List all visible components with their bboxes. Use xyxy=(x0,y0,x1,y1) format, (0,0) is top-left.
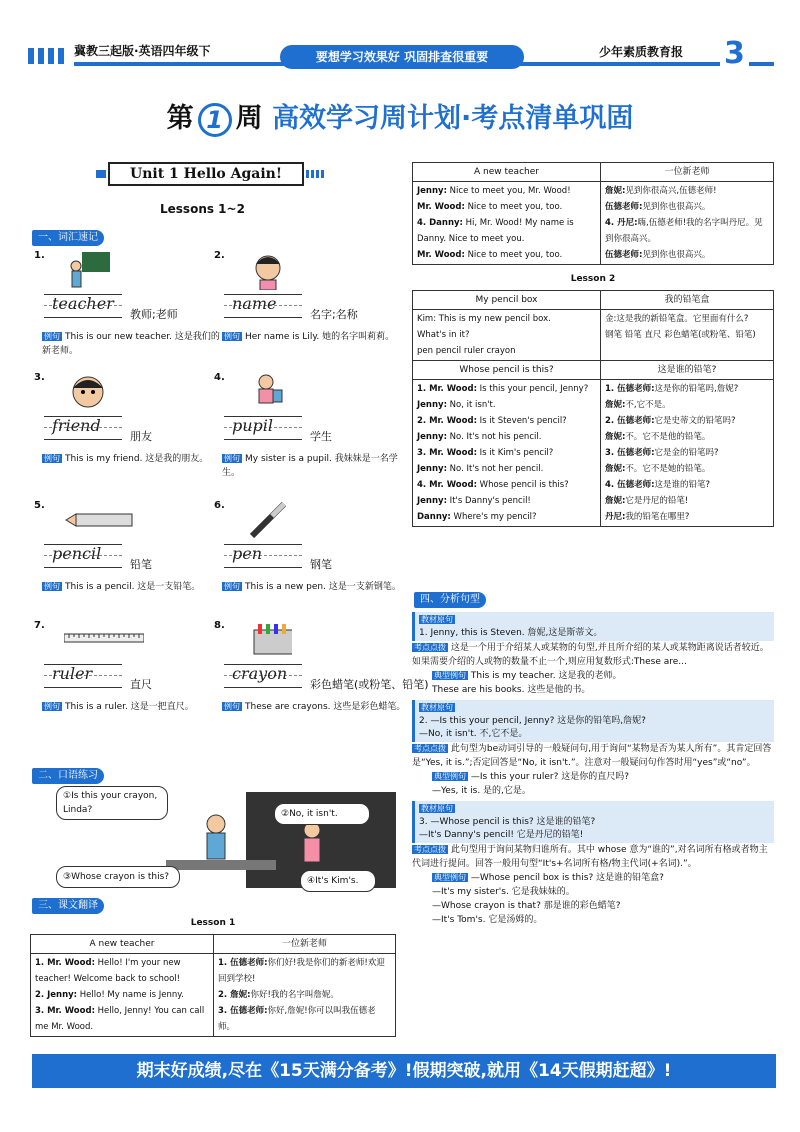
vocab-example xyxy=(222,700,406,714)
lesson2-head-cn: 我的铅笔盒 xyxy=(601,291,774,310)
lesson1-head-cn: 一位新老师 xyxy=(214,935,396,954)
utterance: 我的铅笔在哪里? xyxy=(625,512,690,522)
utterance: 不。它不是他的铅笔。 xyxy=(625,432,711,442)
analysis-3-e3: —Whose crayon is that? 那是谁的彩色蜡笔? xyxy=(432,901,621,911)
pupil-icon xyxy=(244,372,292,412)
lesson1b-en-cell xyxy=(413,182,601,265)
utterance: 你好,詹妮!你可以叫我伍德老师。 xyxy=(218,1006,376,1032)
vocab-word: pencil xyxy=(52,544,102,563)
source-label: 教材原句 xyxy=(421,703,453,712)
example-text: These are crayons. 这些是彩色蜡笔。 xyxy=(245,702,406,712)
speaker: Jenny: xyxy=(417,186,447,196)
lesson2b-head-en: Whose pencil is this? xyxy=(413,361,601,380)
dialogue-line xyxy=(417,461,596,477)
utterance: 它是史蒂文的铅笔吗? xyxy=(654,416,736,426)
lesson2b-en-cell xyxy=(413,380,601,527)
speaker: 丹尼: xyxy=(605,512,626,522)
example-tag: 例句 xyxy=(44,332,60,341)
speaker: 伍德老师: xyxy=(605,202,643,212)
utterance: Hi, Mr. Wood! My name is Danny. Nice to meet you. xyxy=(417,218,574,244)
vocab-meaning: 钢笔 xyxy=(310,558,332,571)
vocab-word: crayon xyxy=(232,664,288,683)
analysis-2-e1: —Is this your ruler? 这是你的直尺吗? xyxy=(470,772,630,782)
vocab-meaning: 铅笔 xyxy=(130,558,152,571)
lesson1-cn-cell xyxy=(214,954,396,1037)
section-vocab: 一、词汇速记 xyxy=(32,230,104,246)
speaker: 2. 伍德老师: xyxy=(605,416,655,426)
analysis-3-src1: 3. —Whose pencil is this? 这是谁的铅笔? xyxy=(419,817,596,827)
lesson1-cont-table xyxy=(412,162,774,265)
utterance: No. It's not her pencil. xyxy=(446,464,544,474)
analysis-3-e1: —Whose pencil box is this? 这是谁的铅笔盒? xyxy=(470,873,664,883)
lesson2b-head-cn: 这是谁的铅笔? xyxy=(601,361,774,380)
dialogue-line xyxy=(218,987,391,1003)
dialogue-line xyxy=(605,397,769,413)
example-text: This is a ruler. 这是一把直尺。 xyxy=(65,702,194,712)
analysis-3-src2: —It's Danny's pencil! 它是丹尼的铅笔! xyxy=(419,830,584,840)
header-slogan: 要想学习效果好 巩固排查很重要 xyxy=(280,45,524,69)
dialogue-line xyxy=(417,381,596,397)
dialogue-line xyxy=(417,509,596,525)
vocab-meaning: 朋友 xyxy=(130,430,152,443)
example-label: 典型例句 xyxy=(434,873,466,882)
analysis-1-src-text: 1. Jenny, this is Steven. 詹妮,这是斯蒂文。 xyxy=(419,628,603,638)
lesson2b-cn-cell xyxy=(601,380,774,527)
dialogue-line xyxy=(417,429,596,445)
dialogue-line xyxy=(605,445,769,461)
speaker: Mr. Wood: xyxy=(417,250,465,260)
vocab-number: 8. xyxy=(214,620,225,631)
dialogue-line xyxy=(605,509,769,525)
dialogue-line xyxy=(605,477,769,493)
speaker: Jenny: xyxy=(417,432,447,442)
speaker: 4. 伍德老师: xyxy=(605,480,655,490)
vocab-card xyxy=(34,372,194,444)
lesson2-cn-line1: 金:这是我的新铅笔盒。它里面有什么? xyxy=(605,314,749,324)
utterance: Nice to meet you, too. xyxy=(464,250,563,260)
example-label: 典型例句 xyxy=(434,671,466,680)
speaker: 詹妮: xyxy=(605,400,626,410)
analysis-2-source xyxy=(412,700,774,742)
header-stripes xyxy=(28,48,68,64)
speaker: 詹妮: xyxy=(605,432,626,442)
lesson2-title: Lesson 2 xyxy=(570,274,616,284)
vocab-meaning: 学生 xyxy=(310,430,332,443)
analysis-2-src2: —No, it isn't. 不,它不是。 xyxy=(419,729,528,739)
analysis-3-examples xyxy=(412,871,774,927)
vocab-example xyxy=(42,580,226,594)
footer-banner: 期末好成绩,尽在《15天满分备考》!假期突破,就用《14天假期赶超》! xyxy=(32,1054,776,1088)
vocab-meaning: 彩色蜡笔(或粉笔、铅笔) xyxy=(310,678,429,691)
dialogue-line xyxy=(605,381,769,397)
utterance: 不。它不是她的铅笔。 xyxy=(625,464,711,474)
section-translation: 三、课文翻译 xyxy=(32,898,104,914)
lesson1-en-cell xyxy=(31,954,214,1037)
speaker: 3. 伍德老师: xyxy=(605,448,655,458)
speaker: 1. Mr. Wood: xyxy=(35,958,95,968)
dialogue-line xyxy=(417,397,596,413)
speaker: 詹妮: xyxy=(605,464,626,474)
pen-icon xyxy=(244,500,292,540)
dialogue-line xyxy=(605,429,769,445)
speaker: 伍德老师: xyxy=(605,250,643,260)
utterance: Is it Steven's pencil? xyxy=(476,416,567,426)
example-text: My sister is a pupil. 我妹妹是一名学生。 xyxy=(222,454,398,478)
speaker: 2. Jenny: xyxy=(35,990,78,1000)
vocab-number: 3. xyxy=(34,372,45,383)
dialogue-line xyxy=(35,955,209,987)
dialogue-line xyxy=(417,215,596,247)
vocab-example xyxy=(222,330,406,344)
dialogue-line xyxy=(605,215,769,247)
example-text: Her name is Lily. 她的名字叫莉莉。 xyxy=(245,332,395,342)
dialogue-line xyxy=(218,1003,391,1035)
example-text: This is my friend. 这是我的朋友。 xyxy=(65,454,209,464)
example-tag: 例句 xyxy=(224,582,240,591)
speech-bubble-1: ①Is this your crayon, Linda? xyxy=(56,786,168,820)
speaker: 4. Mr. Wood: xyxy=(417,480,477,490)
lesson2-cn-line2: 钢笔 铅笔 直尺 彩色蜡笔(或粉笔、铅笔) xyxy=(605,330,756,340)
analysis-2-e2: —Yes, it is. 是的,它是。 xyxy=(432,786,531,796)
dialogue-line xyxy=(417,199,596,215)
analysis-1-kd: 这是一个用于介绍某人或某物的句型,并且所介绍的某人或某物距离说话者较近。如果需要介绍的人或物的数量不止一个,则应用复数形式:These are... xyxy=(412,643,769,667)
lesson2-en-line2: What's in it? xyxy=(417,330,470,340)
speaker: 4. 丹尼: xyxy=(605,218,638,228)
lesson2-head-en: My pencil box xyxy=(413,291,601,310)
example-tag: 例句 xyxy=(224,454,240,463)
speaker: 2. Mr. Wood: xyxy=(417,416,477,426)
lesson1b-head-cn: 一位新老师 xyxy=(601,163,774,182)
dialogue-line xyxy=(218,955,391,987)
vocab-word: teacher xyxy=(52,294,114,313)
dialogue-line xyxy=(605,199,769,215)
vocab-card xyxy=(214,250,374,322)
example-tag: 例句 xyxy=(44,454,60,463)
utterance: Hello! My name is Jenny. xyxy=(77,990,184,1000)
source-label: 教材原句 xyxy=(421,804,453,813)
vocab-example xyxy=(42,330,226,358)
utterance: 你好!我的名字叫詹妮。 xyxy=(250,990,339,1000)
speaker: 1. 伍德老师: xyxy=(218,958,268,968)
example-tag: 例句 xyxy=(44,582,60,591)
dialogue-line xyxy=(605,413,769,429)
speaker: 詹妮: xyxy=(605,186,626,196)
dialogue-line xyxy=(35,987,209,1003)
speaker: 1. Mr. Wood: xyxy=(417,384,477,394)
analysis-3-point xyxy=(412,843,774,871)
section-oral: 二、口语练习 xyxy=(32,768,104,784)
page-number: 3 xyxy=(720,36,749,71)
speaker: 2. 詹妮: xyxy=(218,990,251,1000)
unit-title: Unit 1 Hello Again! xyxy=(108,162,304,186)
utterance: It's Danny's pencil! xyxy=(446,496,531,506)
example-label: 典型例句 xyxy=(434,772,466,781)
dialogue-line xyxy=(417,445,596,461)
dialogue-line xyxy=(605,493,769,509)
lesson2-en-cell xyxy=(413,310,601,361)
vocab-card xyxy=(214,372,374,444)
analysis-3-source xyxy=(412,801,774,843)
utterance: Whose pencil is this? xyxy=(476,480,569,490)
dialogue-line xyxy=(605,461,769,477)
dialogue-line xyxy=(417,183,596,199)
speaker: 4. Danny: xyxy=(417,218,463,228)
vocab-meaning: 名字;名称 xyxy=(310,308,358,321)
dialogue-line xyxy=(35,1003,209,1035)
utterance: Where's my pencil? xyxy=(450,512,537,522)
utterance: 它是丹尼的铅笔! xyxy=(625,496,689,506)
vocab-number: 2. xyxy=(214,250,225,261)
speaker: Jenny: xyxy=(417,400,447,410)
speaker: 3. Mr. Wood: xyxy=(35,1006,95,1016)
vocab-word: pen xyxy=(232,544,263,563)
analysis-2-kd: 此句型为be动词引导的一般疑问句,用于询问“某物是否为某人所有”。其肯定回答是“Yes, it is.”;否定回答是“No, it isn't.”。注意对一般疑问句作答时用“yes”或“no”。 xyxy=(412,744,772,768)
lesson1b-cn-cell xyxy=(601,182,774,265)
utterance: 它是金的铅笔吗? xyxy=(654,448,719,458)
analysis-2-examples xyxy=(412,770,774,798)
vocab-number: 7. xyxy=(34,620,45,631)
point-label: 考点点拨 xyxy=(414,845,446,854)
source-label: 教材原句 xyxy=(421,615,453,624)
utterance: No. It's not his pencil. xyxy=(446,432,542,442)
unit-deco-left xyxy=(96,170,106,178)
lessons-label: Lessons 1~2 xyxy=(160,202,245,216)
boy-icon xyxy=(64,372,112,412)
speech-bubble-4: ④It's Kim's. xyxy=(300,870,376,892)
analysis-1-e1: This is my teacher. 这是我的老师。 xyxy=(470,671,622,681)
lesson2-cn-cell xyxy=(601,310,774,361)
utterance: 这是谁的铅笔? xyxy=(654,480,711,490)
utterance: 见到你也很高兴。 xyxy=(642,202,711,212)
speaker: 詹妮: xyxy=(605,496,626,506)
vocab-number: 4. xyxy=(214,372,225,383)
example-text: This is our new teacher. 这是我们的新老师。 xyxy=(42,332,220,356)
utterance: 见到你也很高兴。 xyxy=(642,250,711,260)
analysis-block xyxy=(412,612,774,927)
vocab-example xyxy=(42,700,226,714)
vocab-card xyxy=(34,500,194,572)
week-number: 1 xyxy=(198,103,232,137)
lesson1b-head-en: A new teacher xyxy=(413,163,601,182)
vocab-word: friend xyxy=(52,416,101,435)
lesson2-table xyxy=(412,290,774,527)
speech-bubble-3: ③Whose crayon is this? xyxy=(56,866,180,888)
title-post: 周 xyxy=(235,103,263,134)
utterance: Nice to meet you, Mr. Wood! xyxy=(446,186,571,196)
vocab-word: ruler xyxy=(52,664,93,683)
dialogue-line xyxy=(417,413,596,429)
lesson2-en-line3: pen pencil ruler crayon xyxy=(417,346,516,356)
vocab-number: 6. xyxy=(214,500,225,511)
example-text: This is a pencil. 这是一支铅笔。 xyxy=(65,582,201,592)
vocab-meaning: 教师;老师 xyxy=(130,308,178,321)
title-main: 高效学习周计划·考点清单巩固 xyxy=(272,103,634,134)
speaker: 3. 伍德老师: xyxy=(218,1006,268,1016)
dialogue-line xyxy=(605,183,769,199)
lesson1-table xyxy=(30,934,396,1037)
pencil-icon xyxy=(64,500,144,540)
analysis-2-point xyxy=(412,742,774,770)
vocab-card xyxy=(34,620,194,692)
vocab-card xyxy=(214,500,374,572)
analysis-1-source xyxy=(412,612,774,641)
vocab-example xyxy=(222,580,406,594)
analysis-3-e2: —It's my sister's. 它是我妹妹的。 xyxy=(432,887,575,897)
dialogue-line xyxy=(417,247,596,263)
analysis-1-e2: These are his books. 这些是他的书。 xyxy=(432,685,591,695)
utterance: 见到你很高兴,伍德老师! xyxy=(625,186,717,196)
point-label: 考点点拨 xyxy=(414,744,446,753)
vocab-card xyxy=(34,250,194,322)
lesson2-en-line1: Kim: This is my new pencil box. xyxy=(417,314,551,324)
ruler-icon xyxy=(64,620,144,660)
utterance: 嗨,伍德老师!我的名字叫丹尼。见到你很高兴。 xyxy=(605,218,763,244)
utterance: 不,它不是。 xyxy=(625,400,671,410)
utterance: Hello! I'm your new teacher! Welcome back to school! xyxy=(35,958,181,984)
vocab-word: name xyxy=(232,294,277,313)
unit-deco-right xyxy=(306,170,326,178)
analysis-1-point xyxy=(412,641,774,669)
girl-icon xyxy=(244,250,292,290)
section-analysis: 四、分析句型 xyxy=(414,592,486,608)
speaker: Mr. Wood: xyxy=(417,202,465,212)
dialogue-line xyxy=(417,477,596,493)
analysis-2-src1: 2. —Is this your pencil, Jenny? 这是你的铅笔吗,詹妮? xyxy=(419,716,646,726)
speaker: Jenny: xyxy=(417,496,447,506)
utterance: Hello, Jenny! You can call me Mr. Wood. xyxy=(35,1006,205,1032)
paper-name: 少年素质教育报 xyxy=(595,43,687,60)
utterance: Nice to meet you, too. xyxy=(464,202,563,212)
utterance: 这是你的铅笔吗,詹妮? xyxy=(654,384,739,394)
point-label: 考点点拨 xyxy=(414,643,446,652)
example-text: This is a new pen. 这是一支新钢笔。 xyxy=(245,582,401,592)
lesson1-head-en: A new teacher xyxy=(31,935,214,954)
example-tag: 例句 xyxy=(224,332,240,341)
utterance: No, it isn't. xyxy=(446,400,496,410)
utterance: Is it Kim's pencil? xyxy=(476,448,554,458)
vocab-example xyxy=(42,452,226,466)
example-tag: 例句 xyxy=(224,702,240,711)
utterance: 你们好!我是你们的新老师!欢迎回到学校! xyxy=(218,958,385,984)
speaker: 1. 伍德老师: xyxy=(605,384,655,394)
speech-bubble-2: ②No, it isn't. xyxy=(274,803,370,825)
analysis-1-examples xyxy=(412,669,774,697)
vocab-number: 5. xyxy=(34,500,45,511)
page-title xyxy=(0,96,800,137)
speaker: Jenny: xyxy=(417,464,447,474)
vocab-number: 1. xyxy=(34,250,45,261)
speaker: 3. Mr. Wood: xyxy=(417,448,477,458)
crayon-icon xyxy=(244,620,292,660)
edition-label: 冀教三起版·英语四年级下 xyxy=(74,42,215,59)
vocab-meaning: 直尺 xyxy=(130,678,152,691)
vocab-card xyxy=(214,620,429,692)
speaker: Danny: xyxy=(417,512,451,522)
teacher-icon xyxy=(64,250,112,290)
analysis-3-kd: 此句型用于询问某物归谁所有。其中 whose 意为“谁的”,对名词所有格或者物主代词进行提问。回答一般用句型“It's+名词所有格/物主代词(+名词).”。 xyxy=(412,845,768,869)
dialogue-line xyxy=(417,493,596,509)
vocab-example xyxy=(222,452,406,480)
example-tag: 例句 xyxy=(44,702,60,711)
utterance: Is this your pencil, Jenny? xyxy=(476,384,589,394)
dialogue-line xyxy=(605,247,769,263)
lesson1-title: Lesson 1 xyxy=(190,918,236,928)
title-pre: 第 xyxy=(166,103,194,134)
analysis-3-e4: —It's Tom's. 它是汤姆的。 xyxy=(432,915,543,925)
vocab-word: pupil xyxy=(232,416,274,435)
